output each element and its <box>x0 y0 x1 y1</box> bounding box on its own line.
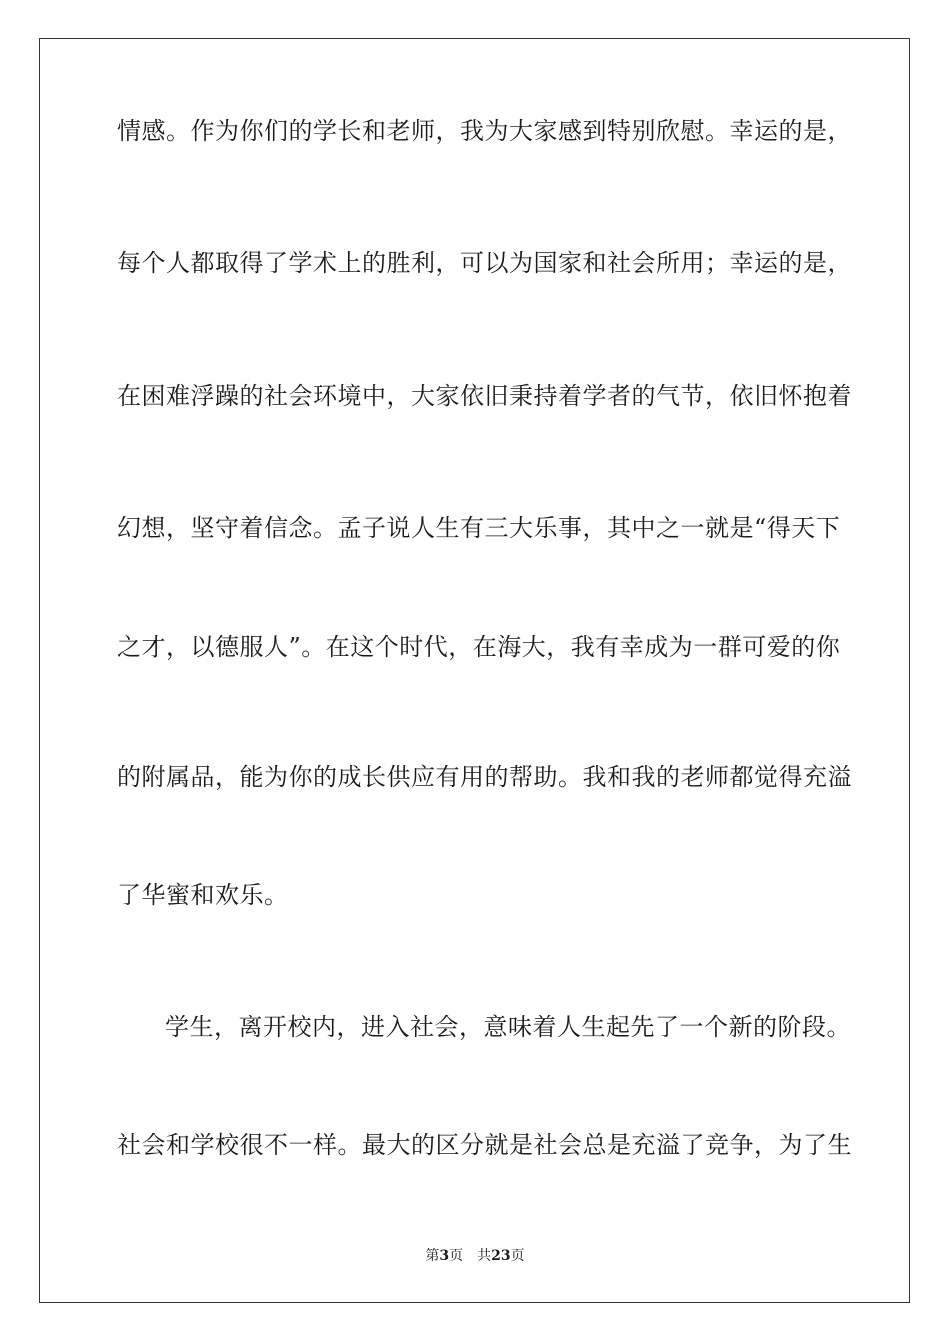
page-footer <box>0 1247 950 1265</box>
total-prefix: 共 <box>477 1248 492 1264</box>
text-line-5: 之才，以德服人”。在这个时代，在海大，我有幸成为一群可爱的你 <box>117 633 841 661</box>
total-suffix: 页 <box>510 1248 525 1264</box>
text-line-7: 了华蜜和欢乐。 <box>117 881 289 909</box>
text-line-9: 社会和学校很不一样。最大的区分就是社会总是充溢了竞争，为了生 <box>117 1131 852 1159</box>
text-line-8-paragraph-start: 学生，离开校内，进入社会，意味着人生起先了一个新的阶段。 <box>165 1013 851 1041</box>
text-line-3: 在困难浮躁的社会环境中，大家依旧秉持着学者的气节，依旧怀抱着 <box>117 382 852 410</box>
text-line-6: 的附属品，能为你的成长供应有用的帮助。我和我的老师都觉得充溢 <box>117 763 852 791</box>
text-line-4: 幻想，坚守着信念。孟子说人生有三大乐事，其中之一就是“得天下 <box>117 514 841 542</box>
page-number: 3 <box>439 1248 450 1264</box>
text-line-2: 每个人都取得了学术上的胜利，可以为国家和社会所用；幸运的是， <box>117 249 852 277</box>
page-suffix: 页 <box>449 1248 464 1264</box>
page-prefix: 第 <box>425 1248 440 1264</box>
text-line-1: 情感。作为你们的学长和老师，我为大家感到特别欣慰。幸运的是， <box>117 117 852 145</box>
page-border <box>39 38 910 1303</box>
total-pages: 23 <box>491 1248 511 1264</box>
